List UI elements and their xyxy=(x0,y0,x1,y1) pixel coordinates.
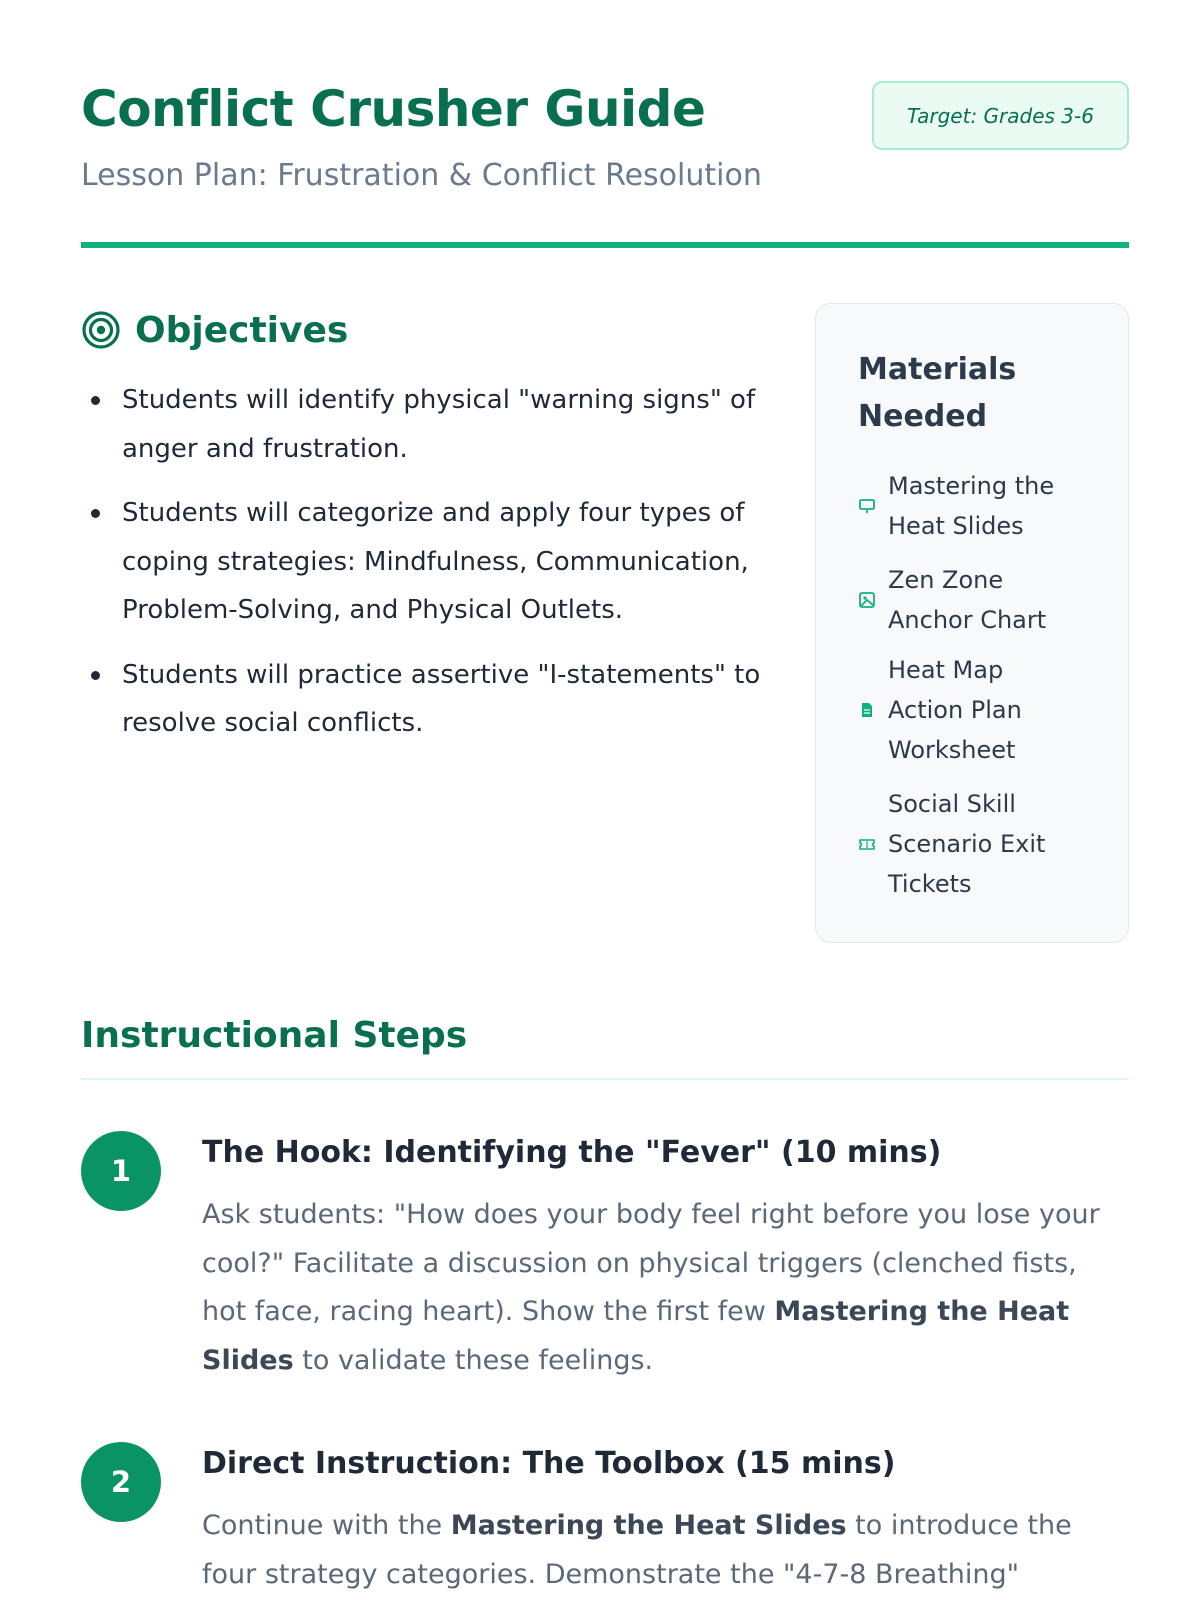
objectives-title: Objectives xyxy=(135,309,349,351)
step-title: Direct Instruction: The Toolbox (15 mins) xyxy=(202,1446,896,1481)
objective-item xyxy=(81,651,781,748)
step-title: The Hook: Identifying the "Fever" (10 mins) xyxy=(202,1135,942,1170)
target-icon xyxy=(81,310,121,350)
material-label: Mastering the Heat Slides xyxy=(888,472,1055,540)
materials-panel xyxy=(815,303,1129,943)
step-description xyxy=(202,1191,1112,1385)
grade-badge: Target: Grades 3-6 xyxy=(872,81,1129,150)
page-subtitle: Lesson Plan: Frustration & Conflict Resolution xyxy=(81,158,762,193)
steps-divider xyxy=(81,1078,1129,1080)
material-item-worksheet xyxy=(858,650,1078,770)
objectives-heading xyxy=(81,306,348,354)
step-number-badge: 2 xyxy=(81,1442,161,1522)
step-number-badge: 1 xyxy=(81,1131,161,1211)
image-icon xyxy=(858,591,876,609)
material-item-exit-tickets xyxy=(858,784,1078,904)
objectives-list xyxy=(81,376,781,764)
objective-item xyxy=(81,376,781,473)
material-label: Zen Zone Anchor Chart xyxy=(888,566,1047,634)
objective-item xyxy=(81,489,781,635)
materials-title: Materials Needed xyxy=(858,352,1017,434)
step-description xyxy=(202,1502,1112,1599)
material-label: Social Skill Scenario Exit Tickets xyxy=(888,790,1046,898)
bullet-icon xyxy=(91,671,100,680)
bullet-icon xyxy=(91,396,100,405)
ticket-icon xyxy=(858,835,876,853)
material-item-slides xyxy=(858,466,1078,546)
slides-icon xyxy=(858,497,876,515)
objective-text: Students will practice assertive "I-statements" to resolve social conflicts. xyxy=(122,659,761,738)
step-text: to validate these feelings. xyxy=(293,1344,654,1376)
step-text: Ask students: "How does your body feel right before you lose your cool?" Facilitate a discussion on physical triggers (clenched fists, hot face, racing heart). Show the first few xyxy=(202,1199,1100,1327)
step-text: to introduce the four strategy categories. Demonstrate the "4-7-8 Breathing" xyxy=(202,1510,1072,1590)
step-text: Continue with the xyxy=(202,1510,451,1541)
objective-text: Students will identify physical "warning signs" of anger and frustration. xyxy=(122,385,756,464)
document-icon xyxy=(858,701,876,719)
material-label: Heat Map Action Plan Worksheet xyxy=(888,656,1022,764)
header-divider xyxy=(81,242,1129,248)
material-item-anchor-chart xyxy=(858,560,1078,640)
steps-heading: Instructional Steps xyxy=(81,1015,468,1056)
bullet-icon xyxy=(91,509,100,518)
page-title: Conflict Crusher Guide xyxy=(81,80,706,138)
step-text-bold: Mastering the Heat Slides xyxy=(202,1296,1070,1376)
objective-text: Students will categorize and apply four types of coping strategies: Mindfulness, Communication, Problem-Solving, and Physical Outlets. xyxy=(122,498,749,625)
step-text-bold: Mastering the Heat Slides xyxy=(450,1510,847,1541)
